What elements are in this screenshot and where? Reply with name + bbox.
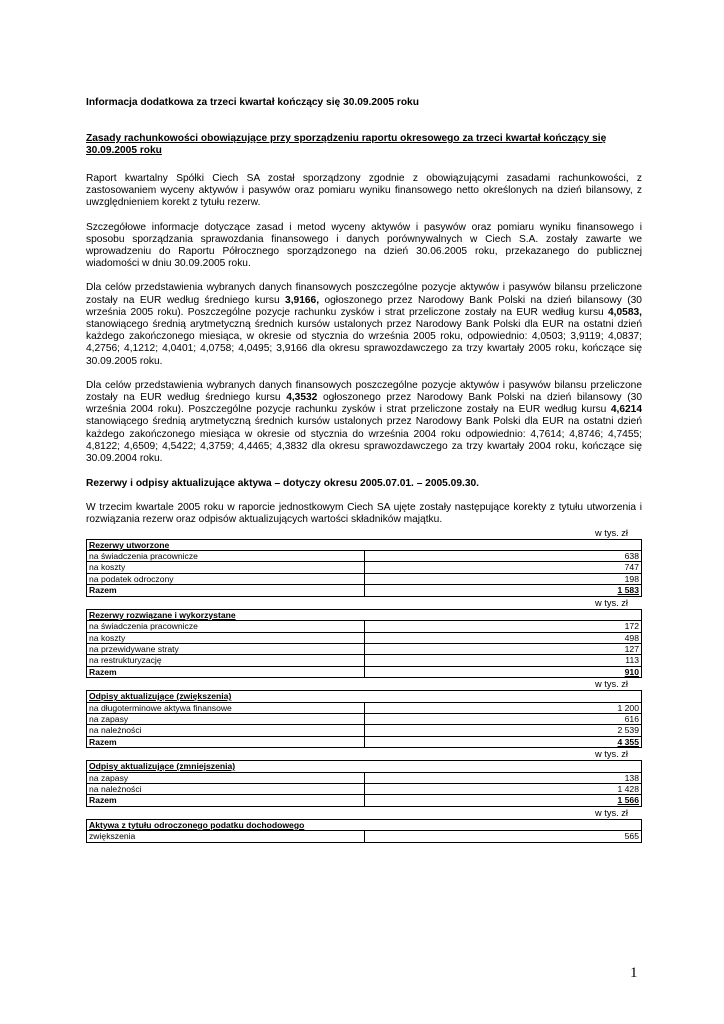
table-header-row xyxy=(87,539,642,550)
exchange-rate: 3,9166, xyxy=(285,294,320,306)
unit-label: w tys. zł xyxy=(594,679,628,690)
table-row xyxy=(87,831,642,842)
table-row xyxy=(87,783,642,794)
table-header: Aktywa z tytułu odroczonego podatku dochodowego xyxy=(87,819,642,830)
table-header: Odpisy aktualizujące (zwiększenia) xyxy=(87,691,642,702)
text-segment: stanowiącego średnią arytmetyczną średnich kursów ustalonych przez Narodowy Bank Polski dla EUR na ostatni dzień każdego zakończonego miesiąca w okresie od stycznia do września 2004 roku odpowiednio: 4,7614; 4,8746; 4,7455; 4,8122; 4,6509; 4,5422; 4,3759; 4,4465; 4,3832 dla okresu sprawozdawczego za trzy kwartały 2004 roku, kończące się 30.09.2004 roku. xyxy=(86,416,642,465)
row-label: na podatek odroczony xyxy=(87,573,365,584)
exchange-rate: 4,0583, xyxy=(608,306,642,318)
table-header-row xyxy=(87,691,642,702)
total-label: Razem xyxy=(87,736,365,747)
document-page xyxy=(86,96,642,843)
exchange-rate: 4,6214 xyxy=(610,404,642,416)
total-value: 1 583 xyxy=(364,585,642,596)
row-label: na zapasy xyxy=(87,713,365,724)
table-writedowns-increase xyxy=(86,690,642,748)
table-row xyxy=(87,713,642,724)
table-deferred-tax-assets xyxy=(86,819,642,843)
table-row xyxy=(87,702,642,713)
table-header-row xyxy=(87,819,642,830)
total-label: Razem xyxy=(87,585,365,596)
row-value: 127 xyxy=(364,643,642,654)
row-label: na należności xyxy=(87,783,365,794)
table-row xyxy=(87,772,642,783)
table-row xyxy=(87,573,642,584)
total-value: 4 355 xyxy=(364,736,642,747)
paragraph-detailed-info: Szczegółowe informacje dotyczące zasad i metod wyceny aktywów i pasywów oraz pomiaru wyniku finansowego i sposobu sporządzania sprawozdania finansowego i danych porównywalnych w Ciech S.A. zostały zawarte we wprowadzeniu do Raportu Półrocznego sporządzonego na dzień 30.06.2005 roku, przekazanego do publicznej wiadomości w dniu 30.09.2005 roku. xyxy=(86,221,642,270)
table-writedowns-decrease xyxy=(86,760,642,807)
row-value: 638 xyxy=(364,551,642,562)
text-segment: Dla celów przedstawienia wybranych danych finansowych poszczególne pozycje aktywów i pasywów bilansu przeliczone zostały na EUR według średniego kursu xyxy=(86,282,642,306)
table-row xyxy=(87,621,642,632)
paragraph-report-basis: Raport kwartalny Spółki Ciech SA został sporządzony zgodnie z obowiązującymi zasadami rachunkowości, z zastosowaniem wyceny aktywów i pasywów oraz pomiaru wyniku finansowego netto określonych na dzień bilansowy, z uwzględnieniem korekt z tytułu rezerw. xyxy=(86,173,642,209)
row-label: na świadczenia pracownicze xyxy=(87,621,365,632)
table-total-row xyxy=(87,666,642,677)
table-row xyxy=(87,551,642,562)
table-row xyxy=(87,562,642,573)
table-row xyxy=(87,655,642,666)
paragraph-eur-rates-2004 xyxy=(86,380,642,465)
table-provisions-created xyxy=(86,539,642,597)
unit-label: w tys. zł xyxy=(594,527,628,538)
row-value: 113 xyxy=(364,655,642,666)
unit-label: w tys. zł xyxy=(594,597,628,608)
section-heading-provisions: Rezerwy i odpisy aktualizujące aktywa – dotyczy okresu 2005.07.01. – 2005.09.30. xyxy=(86,478,480,490)
total-value: 910 xyxy=(364,666,642,677)
row-value: 138 xyxy=(364,772,642,783)
text-segment: ogłoszonego przez Narodowy Bank Polski na dzień bilansowy (30 września 2004 roku). Poszczególne pozycje rachunku zysków i strat przeliczone zostały na EUR według kursu xyxy=(86,392,642,416)
row-value: 172 xyxy=(364,621,642,632)
table-header-row xyxy=(87,761,642,772)
row-label: na zapasy xyxy=(87,772,365,783)
table-header: Odpisy aktualizujące (zmniejszenia) xyxy=(87,761,642,772)
row-label: zwiększenia xyxy=(87,831,365,842)
table-header: Rezerwy rozwiązane i wykorzystane xyxy=(87,609,642,620)
table-total-row xyxy=(87,736,642,747)
table-total-row xyxy=(87,585,642,596)
unit-label: w tys. zł xyxy=(594,749,628,760)
row-value: 2 539 xyxy=(364,725,642,736)
row-value: 198 xyxy=(364,573,642,584)
total-value: 1 566 xyxy=(364,795,642,806)
table-row xyxy=(87,643,642,654)
page-number: 1 xyxy=(630,965,638,981)
table-total-row xyxy=(87,795,642,806)
unit-label: w tys. zł xyxy=(594,807,628,818)
row-label: na długoterminowe aktywa finansowe xyxy=(87,702,365,713)
table-header-row xyxy=(87,609,642,620)
table-header: Rezerwy utworzone xyxy=(87,539,642,550)
row-label: na koszty xyxy=(87,562,365,573)
text-segment: Dla celów przedstawienia wybranych danych finansowych poszczególne pozycje aktywów i pasywów bilansu przeliczone zostały na EUR według średniego kursu xyxy=(86,379,642,404)
row-value: 616 xyxy=(364,713,642,724)
table-provisions-released xyxy=(86,609,642,678)
exchange-rate: 4,3532 xyxy=(286,392,318,404)
row-value: 747 xyxy=(364,562,642,573)
table-row xyxy=(87,725,642,736)
total-label: Razem xyxy=(87,795,365,806)
row-value: 498 xyxy=(364,632,642,643)
row-value: 565 xyxy=(364,831,642,842)
document-title: Informacja dodatkowa za trzeci kwartał kończący się 30.09.2005 roku xyxy=(86,97,419,108)
row-label: na koszty xyxy=(87,632,365,643)
paragraph-provisions-intro: W trzecim kwartale 2005 roku w raporcie jednostkowym Ciech SA ujęte zostały następujące korekty z tytułu utworzenia i rozwiązania rezerw oraz odpisów aktualizujących wartości składników majątku. xyxy=(86,502,642,526)
table-row xyxy=(87,632,642,643)
row-value: 1 428 xyxy=(364,783,642,794)
total-label: Razem xyxy=(87,666,365,677)
text-segment: stanowiącego średnią arytmetyczną średnich kursów ustalonych przez Narodowy Bank Polski dla EUR na ostatni dzień każdego zakończonego miesiąca, w okresie od stycznia do września 2005 roku, odpowiednio: 4,0503; 3,9119; 4,0837; 4,2756; 4,1212; 4,0401; 4,0758; 4,0495; 3,9166 dla okresu sprawozdawczego za trzy kwartały 2005 roku, kończące się 30.09.2005 roku. xyxy=(86,319,642,367)
text-segment: ogłoszonego przez Narodowy Bank Polski na dzień bilansowy (30 września 2005 roku). Poszczególne pozycje rachunku zysków i strat przeliczone zostały na EUR według kursu xyxy=(86,294,642,318)
row-label: na należności xyxy=(87,725,365,736)
row-label: na przewidywane straty xyxy=(87,643,365,654)
row-label: na restrukturyzację xyxy=(87,655,365,666)
row-label: na świadczenia pracownicze xyxy=(87,551,365,562)
section-heading-accounting-principles: Zasady rachunkowości obowiązujące przy sporządzeniu raportu okresowego za trzeci kwartał kończący się 30.09.2005 roku xyxy=(86,133,607,156)
paragraph-eur-rates-2005 xyxy=(86,282,642,367)
row-value: 1 200 xyxy=(364,702,642,713)
